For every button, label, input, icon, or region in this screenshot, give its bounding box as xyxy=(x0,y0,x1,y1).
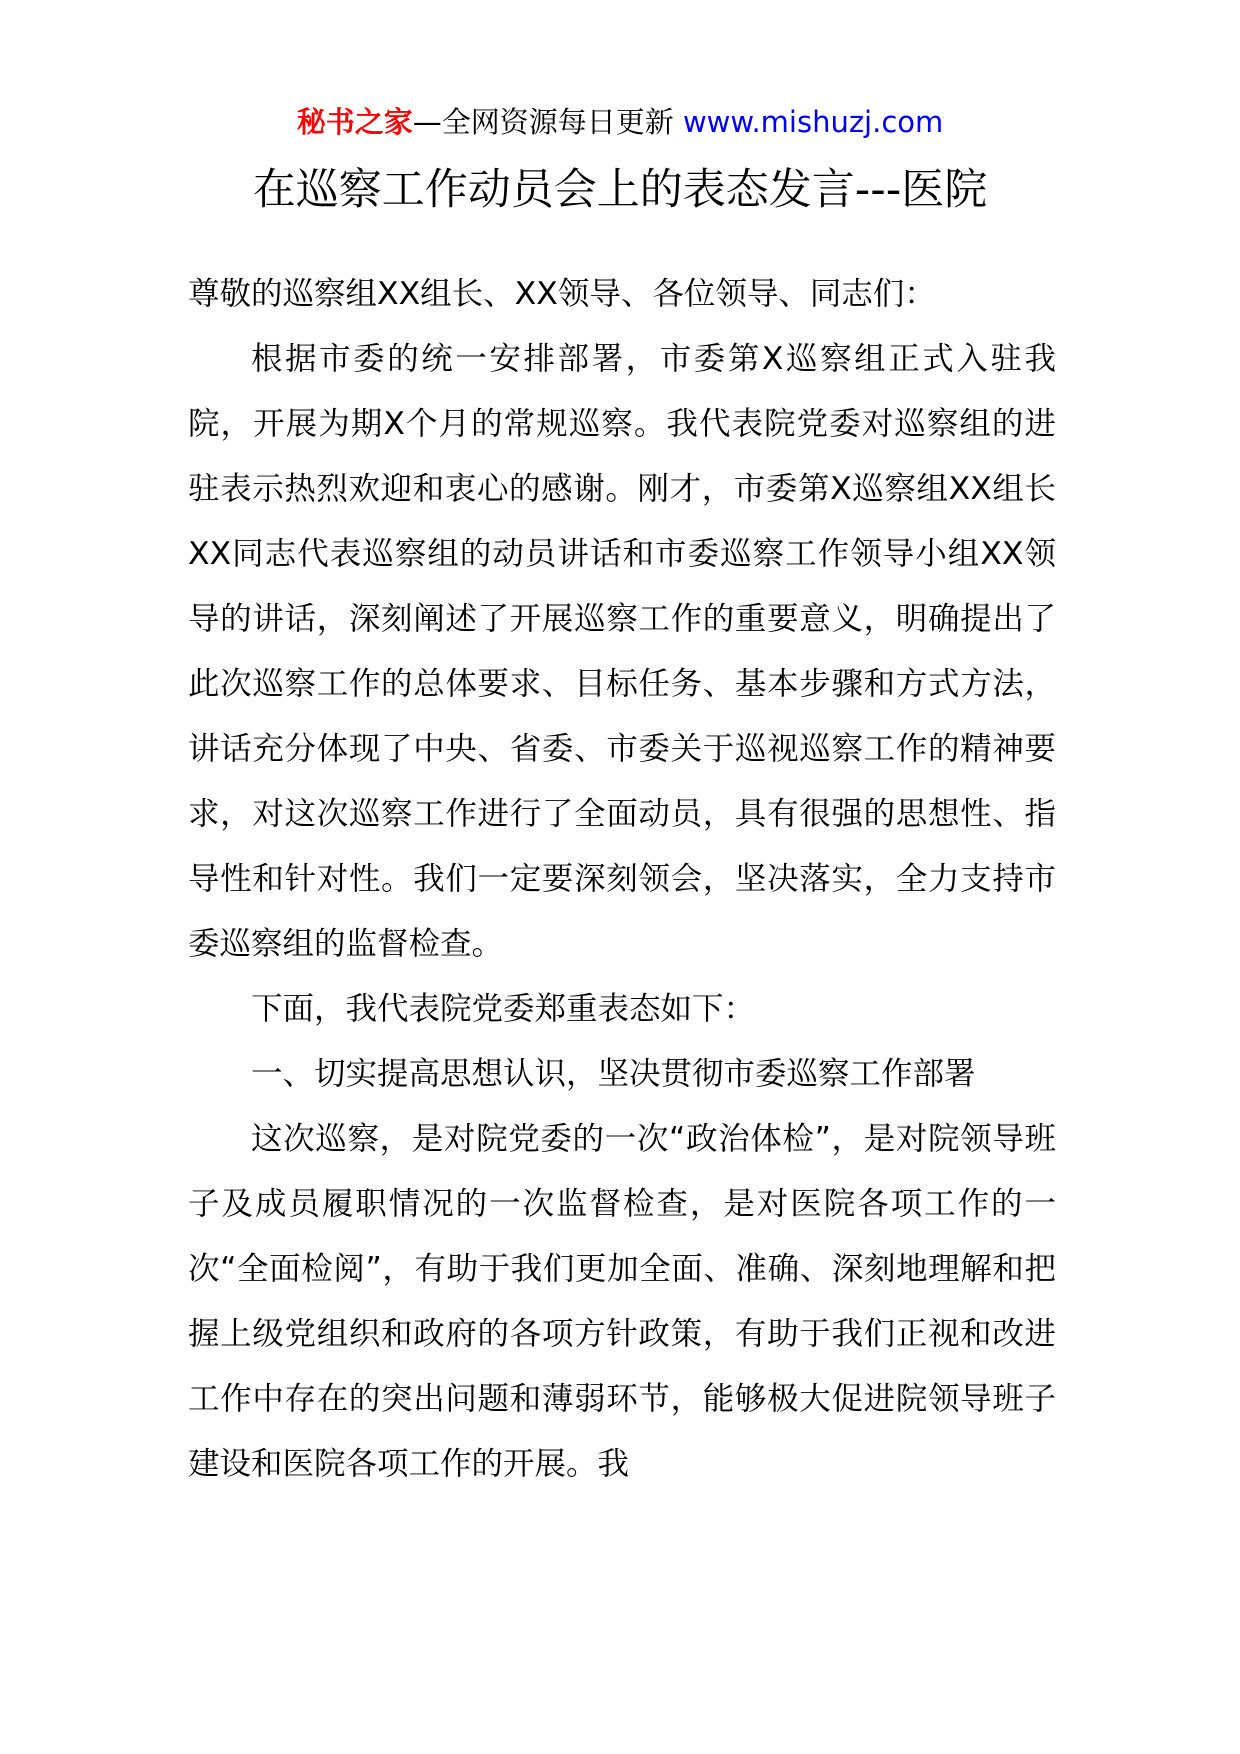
website-link[interactable]: www.mishuzj.com xyxy=(682,105,944,139)
document-body xyxy=(188,262,1056,1497)
site-header xyxy=(0,100,1240,144)
greeting-line: 尊敬的巡察组XX组长、XX领导、各位领导、同志们： xyxy=(188,276,936,312)
section-heading: 一、切实提高思想认识，坚决贯彻市委巡察工作部署 xyxy=(251,1056,976,1092)
document-title: 在巡察工作动员会上的表态发言---医院 xyxy=(252,165,988,215)
brand-name: 秘书之家 xyxy=(296,105,413,139)
body-paragraph: 这次巡察，是对院党委的一次“政治体检”，是对院领导班子及成员履职情况的一次监督检查，是对医院各项工作的一次“全面检阅”，有助于我们更加全面、准确、深刻地理解和把握上级党组织和政府的各项方针政策，有助于我们正视和改进工作中存在的突出问题和薄弱环节，能够极大促进院领导班子建设和医院各项工作的开展。我 xyxy=(188,1121,1056,1482)
body-paragraph: 根据市委的统一安排部署，市委第X巡察组正式入驻我院，开展为期X个月的常规巡察。我代表院党委对巡察组的进驻表示热烈欢迎和衷心的感谢。刚才，市委第X巡察组XX组长XX同志代表巡察组的动员讲话和市委巡察工作领导小组XX领导的讲话，深刻阐述了开展巡察工作的重要意义，明确提出了此次巡察工作的总体要求、目标任务、基本步骤和方式方法，讲话充分体现了中央、省委、市委关于巡视巡察工作的精神要求，对这次巡察工作进行了全面动员，具有很强的思想性、指导性和针对性。我们一定要深刻领会，坚决落实，全力支持市委巡察组的监督检查。 xyxy=(188,341,1056,962)
body-paragraph: 下面，我代表院党委郑重表态如下： xyxy=(251,991,756,1027)
header-tagline: —全网资源每日更新 xyxy=(412,105,674,139)
